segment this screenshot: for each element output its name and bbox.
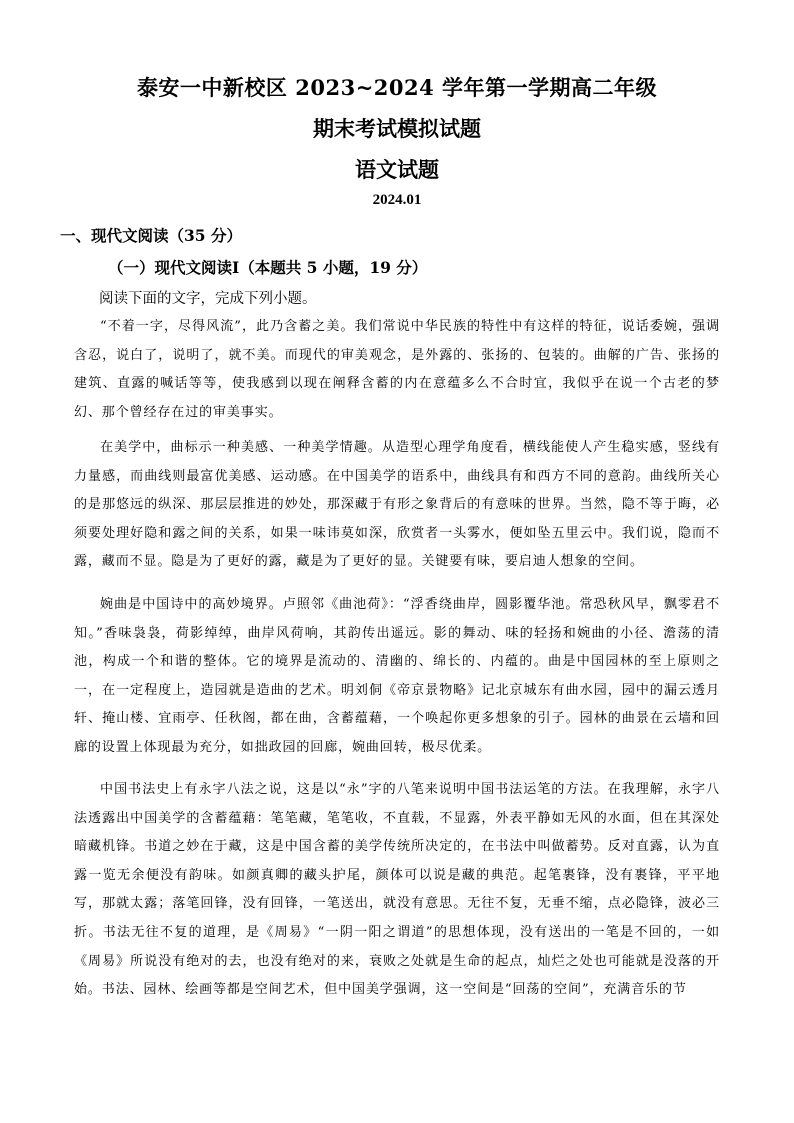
passage-paragraph-2: 在美学中，曲标示一种美感、一种美学情趣。从造型心理学角度看，横线能使人产生稳实感，竖线有力量感，而曲线则最富优美感、运动感。在中国美学的语系中，曲线具有和西方不同的意韵。曲线所关心的是那悠远的纵深、那层层推进的妙处，那深藏于有形之象背后的有意味的世界。当然，隐不等于晦，必须要处理好隐和露之间的关系，如果一味讳莫如深，欣赏者一头雾水，便如坠五里云中。我们说，隐而不露，藏而不显。隐是为了更好的露，藏是为了更好的显。关键要有味，要启迪人想象的空间。 — [74, 440, 720, 570]
subsection-heading: （一）现代文阅读Ⅰ（本题共 5 小题，19 分） — [108, 258, 428, 277]
exam-title-type: 期末考试模拟试题 — [313, 116, 481, 141]
passage-paragraph-3: 婉曲是中国诗中的高妙境界。卢照邻《曲池荷》：“浮香绕曲岸，圆影覆华池。常恐秋风早，飘零君不知。”香味袅袅，荷影绰绰，曲岸风荷响，其韵传出遥远。影的舞动、味的轻扬和婉曲的小径、澹荡的清池，构成一个和谐的整体。它的境界是流动的、清幽的、绵长的、内蕴的。曲是中国园林的至上原则之一，在一定程度上，造园就是造曲的艺术。明刘侗《帝京景物略》记北京城东有曲水园，园中的漏云透月轩、掩山楼、宜雨亭、任秋阁，都在曲，含蓄蕴藉，一个唤起你更多想象的引子。园林的曲景在云墙和回廊的设置上体现最为充分，如拙政园的回廊，婉曲回转，极尽优柔。 — [74, 597, 720, 755]
reading-instruction: 阅读下面的文字，完成下列小题。 — [99, 291, 317, 307]
section-heading: 一、现代文阅读（35 分） — [60, 226, 242, 245]
exam-date: 2024.01 — [372, 192, 422, 208]
passage-paragraph-4: 中国书法史上有永字八法之说，这是以“永”字的八笔来说明中国书法运笔的方法。在我理解，永字八法透露出中国美学的含蓄蕴藉：笔笔藏，笔笔收，不直载，不显露，外表平静如无风的水面，但在其深处暗藏机锋。书道之妙在于藏，这是中国含蓄的美学传统所决定的，在书法中叫做蓄势。反对直露，认为直露一览无余便没有韵味。如颜真卿的藏头护尾，颜体可以说是藏的典范。起笔裹锋，没有裹锋，平平地写，那就太露；落笔回锋，没有回锋，一笔送出，就没有意思。无往不复，无垂不缩，点必隐锋，波必三折。书法无往不复的道理，是《周易》“一阴一阳之谓道”的思想体现，没有送出的一笔是不回的，一如《周易》所说没有绝对的去，也没有绝对的来，衰败之处就是生命的起点，灿烂之处也可能就是没落的开始。书法、园林、绘画等都是空间艺术，但中国美学强调，这一空间是“回荡的空间”，充满音乐的节 — [74, 782, 720, 998]
passage-paragraph-1: “不着一字，尽得风流”，此乃含蓄之美。我们常说中华民族的特性中有这样的特征，说话委婉，强调含忍，说白了，说明了，就不美。而现代的审美观念，是外露的、张扬的、包装的。曲解的广告、张扬的建筑、直露的喊话等等，使我感到以现在阐释含蓄的内在意蕴多么不合时宜，我似乎在说一个古老的梦幻、那个曾经存在过的审美事实。 — [74, 319, 720, 420]
exam-title-subject: 语文试题 — [355, 157, 439, 182]
exam-title-school: 泰安一中新校区 2023~2024 学年第一学期高二年级 — [136, 75, 658, 100]
